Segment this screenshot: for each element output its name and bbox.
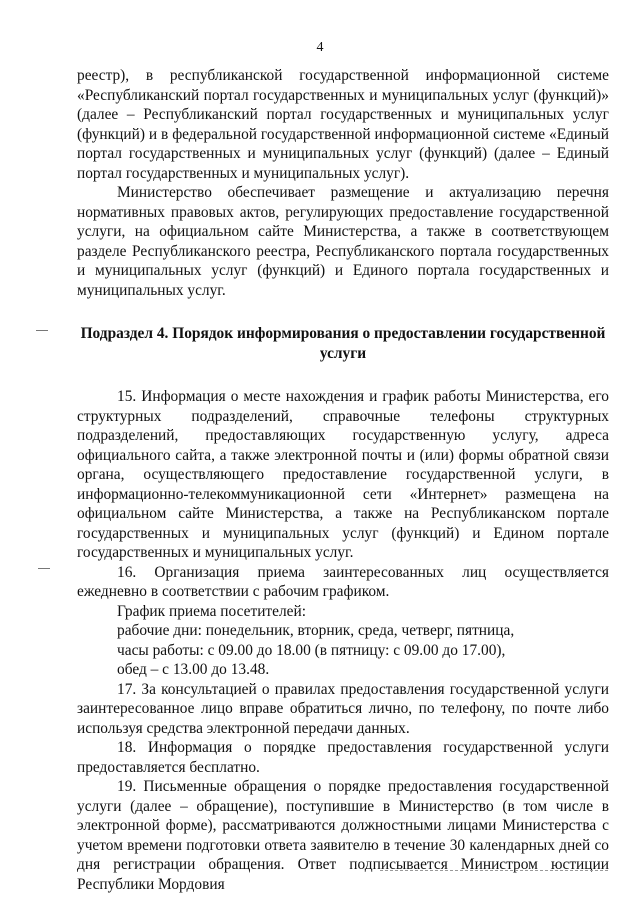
document-body xyxy=(77,66,609,894)
schedule-lunch: обед – с 13.00 до 13.48. xyxy=(117,661,270,678)
page-number: 4 xyxy=(316,40,324,55)
footer-rule xyxy=(380,870,608,871)
paragraph-continuation: реестр), в республиканской государственной информационной системе «Республиканский портал государственных и муниципальных услуг (функций)» (далее – Республиканский портал государственных и муниципальных услуг (функций) и в федеральной государственной информационной системе «Единый портал государственных и муниципальных услуг (функций) (далее – Единый портал государственных и муниципальных услуг). xyxy=(77,67,609,182)
paragraph-16: 16. Организация приема заинтересованных лиц осуществляется ежедневно в соответствии с рабочим графиком. xyxy=(77,563,609,600)
schedule-title: График приема посетителей: xyxy=(117,602,307,620)
margin-mark-1 xyxy=(36,330,48,331)
paragraph-15: 15. Информация о месте нахождения и график работы Министерства, его структурных подразделений, справочные телефоны структурных подразделений, предоставляющих государственную услугу, адреса официального сайта, а также электронной почты и (или) формы обратной связи органа, осуществляющего предоставление государственной услуги, в информационно-телекоммуникационной сети «Интернет» размещена на официальном сайте Министерства, а также на Республиканском портале государственных и муниципальных услуг (функций) и Едином портале государственных и муниципальных услуг. xyxy=(77,388,609,561)
section-heading: Подраздел 4. Порядок информирования о предоставлении государственной услуги xyxy=(80,325,606,362)
schedule-days: рабочие дни: понедельник, вторник, среда, четверг, пятница, xyxy=(117,622,515,639)
margin-mark-2 xyxy=(38,568,50,569)
paragraph-17: 17. За консультацией о правилах предоставления государственной услуги заинтересованное лицо вправе обратиться лично, по телефону, по почте либо используя средства электронной передачи данных. xyxy=(77,680,609,737)
schedule-hours: часы работы: с 09.00 до 18.00 (в пятницу: с 09.00 до 17.00), xyxy=(117,641,506,659)
paragraph-19: 19. Письменные обращения о порядке предоставления государственной услуги (далее – обращение), поступившие в Министерство (в том числе в электронной форме), рассматриваются должностными лицами Министерства с учетом времени подготовки ответа заявителю в течение 30 календарных дней со дня регистрации обращения. Ответ подписывается Министром юстиции Республики Мордовия xyxy=(77,778,609,893)
paragraph-ministry-publication: Министерство обеспечивает размещение и актуализацию перечня нормативных правовых актов, регулирующих предоставление государственной услуги, на официальном сайте Министерства, а также в соответствующем разделе Республиканского реестра, Республиканского портала государственных и муниципальных услуг (функций) и Единого портала государственных и муниципальных услуг. xyxy=(77,184,609,299)
paragraph-18: 18. Информация о порядке предоставления государственной услуги предоставляется бесплатно. xyxy=(77,739,609,776)
